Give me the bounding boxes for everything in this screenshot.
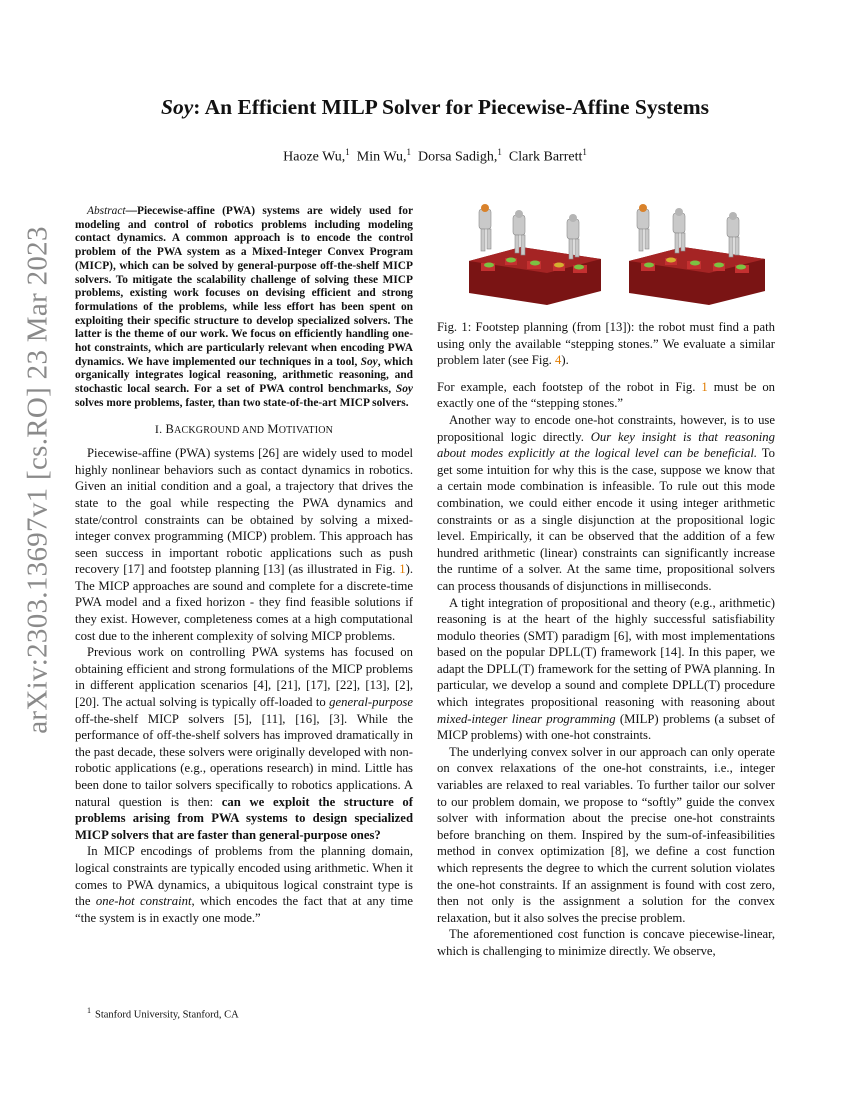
author-affiliation-mark: 1 bbox=[582, 147, 587, 157]
paragraph: In MICP encodings of problems from the planning domain, logical constraints are typically encoded using arithmetic. When it comes to PWA dynamics, a ubiquitous logical constraint type is the one-hot constraint, which encodes the fact that at any time “the system is in exactly one mode.” bbox=[75, 844, 414, 925]
title-tool-name: Soy bbox=[161, 95, 194, 119]
footnote bbox=[87, 1006, 239, 1021]
paragraph: Piecewise-affine (PWA) systems [26] are widely used to model highly nonlinear behaviors such as contact dynamics in robotics. Given an initial condition and a goal, a trajectory that drives the state to the goal while respecting the PWA dynamics and state/control constraints can be obtained by solving a mixed-integer convex programming (MICP) problem. This approach has seen success in important robotic applications such as push recovery [17] and footstep planning [13] (as illustrated in Fig. 1). The MICP approaches are sound and complete for a discrete-time PWA model and a fixed horizon - they find feasible solutions if they exist. However, completeness comes at a high computational cost due to the inherent complexity of solving MICP problems. bbox=[75, 446, 414, 643]
abstract-tool-name: Soy bbox=[360, 355, 378, 368]
left-column bbox=[75, 205, 413, 926]
author-list bbox=[80, 147, 790, 166]
paragraph: A tight integration of propositional and theory (e.g., arithmetic) reasoning is at the heart of the highly successful satisfiability modulo theories (SMT) paradigm [6], with most implementations based on the popular DPLL(T) framework [14]. In this paper, we adapt the DPLL(T) framework for the setting of PWA planning. In particular, we develop a sound and complete DPLL(T) procedure which integrates propositional reasoning with reasoning about mixed-integer linear programming (MILP) problems (a subset of MICP problems) with one-hot constraints. bbox=[437, 595, 775, 743]
author: Min Wu, bbox=[356, 149, 407, 165]
figure-reference-link[interactable]: 4 bbox=[555, 353, 562, 368]
paragraph: The aforementioned cost function is concave piecewise-linear, which is challenging to minimize directly. We observe, bbox=[437, 927, 775, 958]
footnote-mark: 1 bbox=[87, 1006, 91, 1015]
section-heading: I. BACKGROUND AND MOTIVATION bbox=[154, 421, 334, 436]
abstract-text: Piecewise-affine (PWA) systems are widely used for modeling and control of robotics problems including modeling contact dynamics. A common approach is to encode the control problem of the PWA system as a Mixed-Integer Convex Program (MICP), which can be solved by general-purpose off-the-shelf MICP solvers. To mitigate the scalability challenge of solving these MICP problems, existing work focuses on devising efficient and strong formulations of the problems, while less effort has been spent on exploiting their specific structure to develop specialized solvers. The latter is the theme of our work. We focus on efficiently handling one-hot constraints, which are particularly relevant when encoding PWA dynamics. We have implemented our techniques in a tool, bbox=[75, 205, 413, 368]
figure-1 bbox=[457, 203, 775, 311]
arxiv-stamp-text: arXiv:2303.13697v1 [cs.RO] 23 Mar 2023 bbox=[21, 226, 54, 734]
abstract bbox=[75, 205, 413, 411]
author-affiliation-mark: 1 bbox=[345, 147, 350, 157]
figure-reference-link[interactable]: 1 bbox=[701, 379, 708, 394]
author-affiliation-mark: 1 bbox=[406, 147, 412, 157]
right-column bbox=[437, 203, 775, 960]
footnote-text: Stanford University, Stanford, CA bbox=[95, 1009, 239, 1021]
paragraph: For example, each footstep of the robot in Fig. 1 must be on exactly one of the “stepping stones.” bbox=[437, 379, 776, 411]
figure-reference-link[interactable]: 1 bbox=[399, 562, 406, 577]
research-question: can we exploit the structure of problems arising from PWA systems to design specialized MICP solvers that are faster than general-purpose ones? bbox=[75, 794, 413, 842]
footstep-planning-image-right bbox=[623, 203, 771, 311]
paragraph: Previous work on controlling PWA systems has focused on obtaining efficient and strong formulations of the MICP problems in different application scenarios [4], [21], [17], [22], [13], [2], [20]. The actual solving is typically off-loaded to general-purpose off-the-shelf MICP solvers [5], [11], [16], [3]. While the performance of off-the-shelf solvers has improved dramatically in the past decade, these solvers were originally developed with non-robotic applications (e.g., operations research) in mind. Little has been done to tailor solvers specifically to robotics applications. A natural question is then: can we exploit the structure of problems arising from PWA systems to design specialized MICP solvers that are faster than general-purpose ones? bbox=[75, 645, 413, 842]
arxiv-stamp bbox=[18, 226, 58, 734]
abstract-tool-name: Soy bbox=[395, 383, 413, 396]
key-insight: Our key insight is that reasoning about modes explicitly at the logical level can be beneficial. bbox=[437, 429, 775, 461]
author-affiliation-mark: 1 bbox=[497, 147, 502, 157]
footstep-planning-image-left bbox=[461, 203, 609, 311]
author: Clark Barrett bbox=[508, 149, 583, 165]
paper-title bbox=[80, 95, 790, 120]
title-rest: : An Efficient MILP Solver for Piecewise-Affine Systems bbox=[193, 95, 709, 119]
paragraph: Another way to encode one-hot constraints, however, is to use propositional logic directly. Our key insight is that reasoning about modes explicitly at the logical level can be beneficial. To get some intuition for why this is the case, suppose we know that a certain mode combination is infeasible. To rule out this mode combination, we could either encode it using integer arithmetic constraints or as a single disjunction at the propositional logic level. Empirically, it can be observed that the addition of a few hundred arithmetic (linear) constraints can significantly increase the runtime of a solver. At the same time, propositional solvers can process thousands of disjunctions in milliseconds. bbox=[437, 412, 775, 593]
author: Haoze Wu, bbox=[283, 149, 346, 165]
abstract-label: Abstract bbox=[87, 205, 126, 217]
author: Dorsa Sadigh, bbox=[418, 149, 498, 165]
abstract-text: solves more problems, faster, than two state-of-the-art MICP solvers. bbox=[75, 396, 409, 409]
abstract-text: , which organically integrates logical reasoning, arithmetic reasoning, and stochastic local search. For a set of PWA control benchmarks, bbox=[75, 355, 414, 396]
abstract-dash: — bbox=[125, 205, 137, 217]
figure-caption: Fig. 1: Footstep planning (from [13]): the robot must find a path using only the available “stepping stones.” We evaluate a similar problem later (see Fig. 4). bbox=[437, 320, 775, 368]
paragraph: The underlying convex solver in our approach can only operate on convex relaxations of the one-hot constraints, i.e., integer variables are relaxed to real variables. To further tailor our solver to our problem domain, we propose to “softly” guide the convex solver with information about the precise one-hot constraints before branching on them. Inspired by the sum-of-infeasibilities method in convex optimization [8], we define a cost function which represents the degree to which the current solution violates the one-hot constraints. If an assignment is found with cost zero, then not only is the assignment a solution for the convex relaxation, but it also solves the precise problem. bbox=[437, 744, 775, 925]
